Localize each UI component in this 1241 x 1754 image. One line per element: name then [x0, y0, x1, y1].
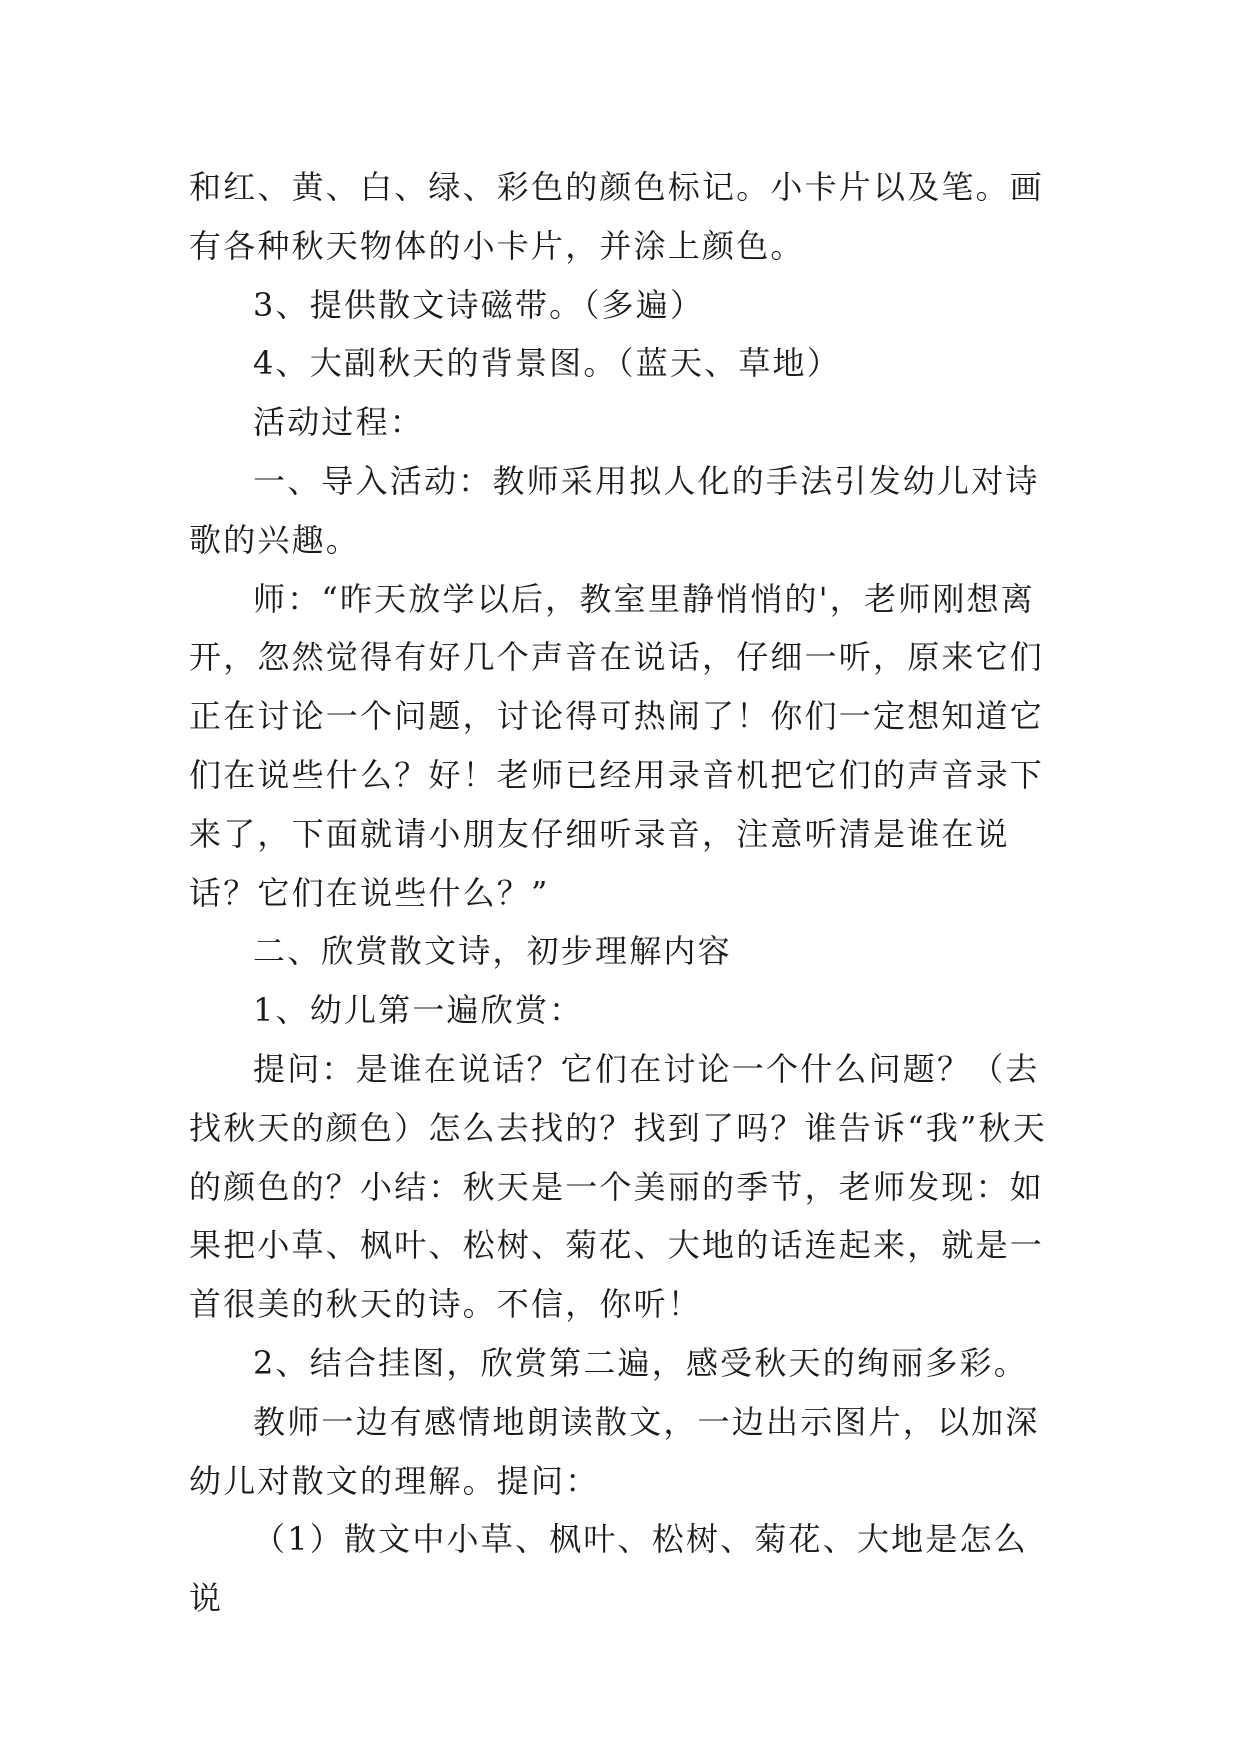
paragraph-first-listen: 1、幼儿第一遍欣赏： [253, 991, 584, 1030]
heading-activity-process: 活动过程： [253, 403, 425, 442]
paragraph-teacher-reading: 教师一边有感情地朗读散文，一边出示图片，以加深幼儿对散文的理解。提问： [189, 1402, 1040, 1500]
paragraph-section-1-intro: 一、导入活动：教师采用拟人化的手法引发幼儿对诗歌的兴趣。 [189, 461, 1040, 559]
document-body [189, 158, 1051, 1628]
paragraph-second-listen: 2、结合挂图，欣赏第二遍，感受秋天的绚丽多彩。 [253, 1343, 1028, 1382]
paragraph-item-4-background: 4、大副秋天的背景图。（蓝天、草地） [253, 344, 841, 383]
paragraph-item-3-tape: 3、提供散文诗磁带。（多遍） [253, 285, 705, 324]
paragraph-section-2-appreciate: 二、欣赏散文诗，初步理解内容 [253, 932, 732, 971]
paragraph-questions-summary: 提问：是谁在说话？它们在讨论一个什么问题？（去找秋天的颜色）怎么去找的？找到了吗？谁告诉“我”秋天的颜色的？小结：秋天是一个美丽的季节，老师发现：如果把小草、枫叶、松树、菊花、大地的话连起来，就是一首很美的秋天的诗。不信，你听！ [189, 1049, 1047, 1324]
paragraph-colors-cards: 和红、黄、白、绿、彩色的颜色标记。小卡片以及笔。画有各种秋天物体的小卡片，并涂上颜色。 [189, 168, 1045, 265]
paragraph-teacher-speech: 师：“昨天放学以后，教室里静悄悄的'，老师刚想离开，忽然觉得有好几个声音在说话，仔细一听，原来它们正在讨论一个问题，讨论得可热闹了！你们一定想知道它们在说些什么？好！老师已经用录音机把它们的声音录下来了，下面就请小朋友仔细听录音，注意听清是谁在说话？它们在说些什么？” [189, 579, 1045, 912]
paragraph-question-1: （1）散文中小草、枫叶、松树、菊花、大地是怎么说 [189, 1520, 1028, 1618]
